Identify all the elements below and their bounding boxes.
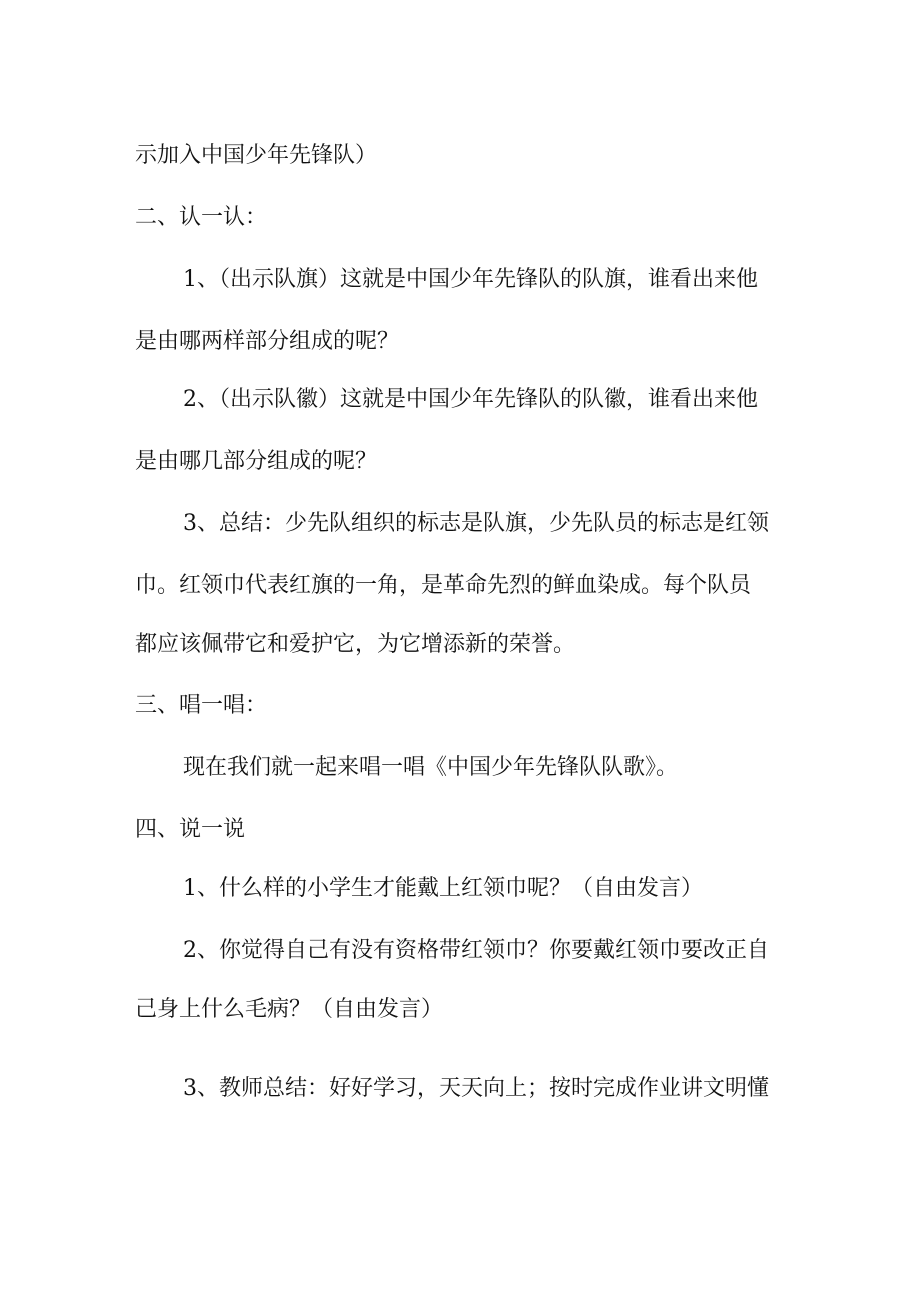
section-heading: 四、说一说 xyxy=(135,817,246,842)
text-line: 2、你觉得自己有没有资格带红领巾？你要戴红领巾要改正自 xyxy=(183,938,769,963)
text-line: 2、（出示队徽）这就是中国少年先锋队的队徽，谁看出来他 xyxy=(183,387,758,412)
section-heading: 三、唱一唱： xyxy=(135,693,268,718)
text-line: 1、什么样的小学生才能戴上红领巾呢？（自由发言） xyxy=(183,876,703,901)
text-line: 己身上什么毛病？（自由发言） xyxy=(135,997,444,1022)
text-line: 1、（出示队旗）这就是中国少年先锋队的队旗，谁看出来他 xyxy=(183,267,758,292)
text-line: 是由哪几部分组成的呢？ xyxy=(135,449,378,474)
text-line: 巾。红领巾代表红旗的一角，是革命先烈的鲜血染成。每个队员 xyxy=(135,573,752,598)
text-line: 示加入中国少年先锋队） xyxy=(135,143,378,168)
text-line: 3、总结：少先队组织的标志是队旗，少先队员的标志是红领 xyxy=(183,511,769,536)
text-line: 3、教师总结：好好学习，天天向上；按时完成作业讲文明懂 xyxy=(183,1076,769,1101)
section-heading: 二、认一认： xyxy=(135,205,268,230)
text-line: 现在我们就一起来唱一唱《中国少年先锋队队歌》。 xyxy=(183,755,679,780)
text-line: 都应该佩带它和爱护它，为它增添新的荣誉。 xyxy=(135,632,576,657)
text-line: 是由哪两样部分组成的呢？ xyxy=(135,329,400,354)
